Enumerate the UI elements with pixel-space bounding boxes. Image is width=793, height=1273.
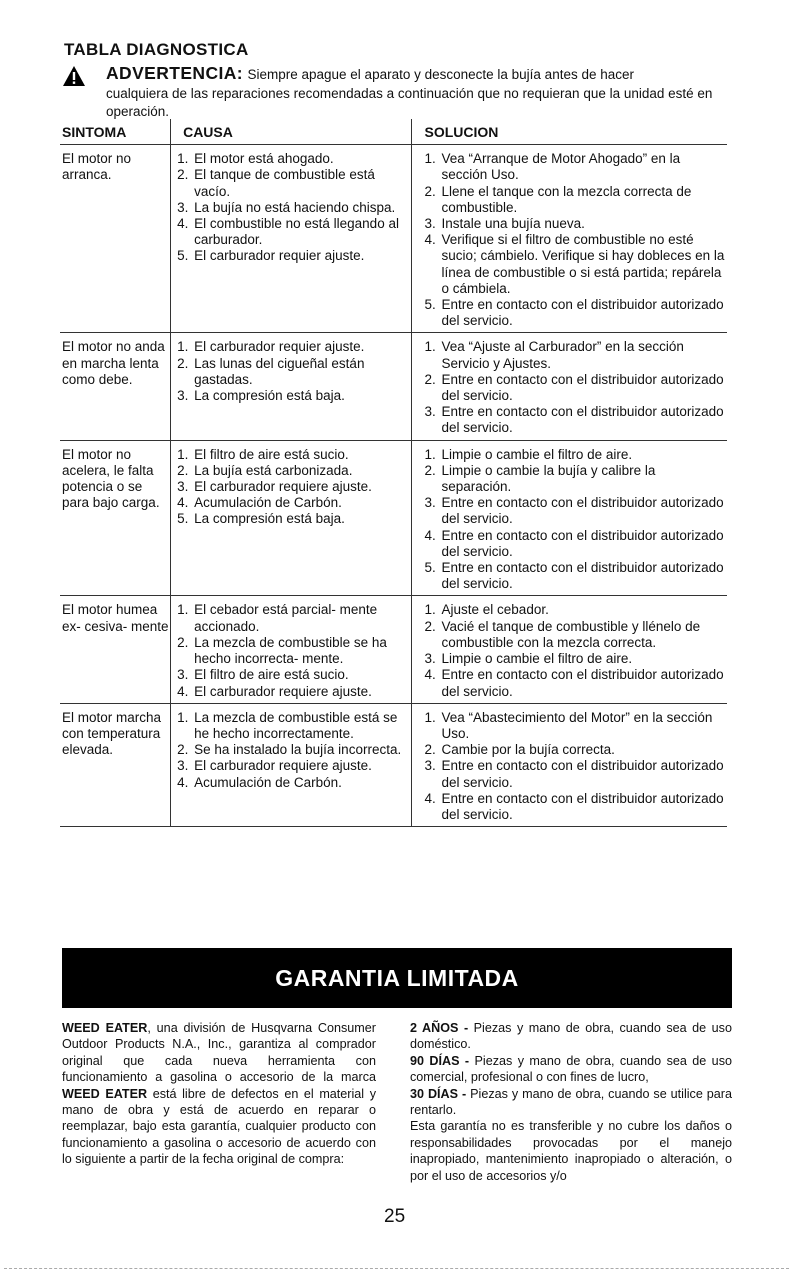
item-text: Entre en contacto con el distribuidor autorizado del servicio. xyxy=(441,527,724,559)
item-number: 3. xyxy=(177,388,189,404)
warranty-intro xyxy=(62,1020,376,1168)
item-number: 2. xyxy=(177,462,189,478)
item-text: Las lunas del cigueñal están gastadas. xyxy=(194,355,365,387)
cause-item xyxy=(177,388,410,404)
cause-item xyxy=(177,248,410,264)
solution-item xyxy=(425,667,727,699)
warning-text: Siempre apague el aparato y desconecte la bujía antes de hacer xyxy=(247,67,634,82)
item-text: El carburador requier ajuste. xyxy=(194,248,365,264)
item-text: El filtro de aire está sucio. xyxy=(194,446,349,462)
item-number: 4. xyxy=(177,216,189,232)
table-row xyxy=(60,596,727,703)
term-item xyxy=(410,1020,732,1053)
header-symptom: SINTOMA xyxy=(60,119,171,145)
item-text: Acumulación de Carbón. xyxy=(194,495,342,511)
solution-item xyxy=(425,216,727,232)
item-number: 4. xyxy=(424,790,436,806)
table-row xyxy=(60,145,727,333)
item-text: Cambie por la bujía correcta. xyxy=(441,742,615,758)
item-number: 1. xyxy=(424,446,436,462)
item-number: 4. xyxy=(424,232,436,248)
item-text: El combustible no está llegando al carburador. xyxy=(194,216,399,248)
solution-cell xyxy=(411,596,727,703)
item-text: Ajuste el cebador. xyxy=(441,602,549,618)
item-number: 2. xyxy=(424,618,436,634)
solution-item xyxy=(425,651,727,667)
cause-item xyxy=(177,339,410,355)
item-number: 4. xyxy=(424,527,436,543)
item-text: El carburador requiere ajuste. xyxy=(194,479,372,495)
item-text: El motor está ahogado. xyxy=(194,151,334,167)
term-text: Piezas y mano de obra, cuando sea de uso comercial, profesional o con fines de lucro, xyxy=(410,1053,732,1085)
term-label: 90 DÍAS - xyxy=(410,1053,470,1068)
item-number: 2. xyxy=(177,167,189,183)
solution-item xyxy=(425,710,727,742)
item-number: 1. xyxy=(424,151,436,167)
item-text: El carburador requier ajuste. xyxy=(194,339,365,355)
table-row xyxy=(60,703,727,826)
solution-cell xyxy=(411,703,727,826)
item-number: 5. xyxy=(424,560,436,576)
item-number: 2. xyxy=(424,742,436,758)
warranty-terms xyxy=(410,1020,732,1184)
solution-item xyxy=(425,528,727,560)
item-text: Limpie o cambie el filtro de aire. xyxy=(441,446,633,462)
cause-cell xyxy=(171,703,411,826)
cause-item xyxy=(177,479,410,495)
item-number: 3. xyxy=(424,216,436,232)
solution-item xyxy=(425,184,727,216)
item-number: 2. xyxy=(177,355,189,371)
cause-item xyxy=(177,684,410,700)
cause-item xyxy=(177,602,410,634)
brand-name: WEED EATER xyxy=(62,1021,148,1035)
cause-item xyxy=(177,167,410,199)
cause-item xyxy=(177,200,410,216)
item-text: El carburador requiere ajuste. xyxy=(194,683,372,699)
term-label: 30 DÍAS - xyxy=(410,1086,467,1101)
item-text: Entre en contacto con el distribuidor autorizado del servicio. xyxy=(441,371,724,404)
item-text: Se ha instalado la bujía incorrecta. xyxy=(194,742,402,758)
cause-item xyxy=(177,742,410,758)
term-label: 2 AÑOS - xyxy=(410,1021,469,1035)
item-text: Vea “Arranque de Motor Ahogado” en la sección Uso. xyxy=(441,151,681,183)
item-text: Vacié el tanque de combustible y llénelo de combustible con la mezcla correcta. xyxy=(441,618,701,650)
symptom-cell: El motor marcha con temperatura elevada. xyxy=(60,703,171,826)
item-text: La mezcla de combustible está se he hecho incorrectamente. xyxy=(194,709,398,741)
item-text: Acumulación de Carbón. xyxy=(194,774,342,790)
solution-item xyxy=(425,602,727,618)
item-number: 1. xyxy=(424,602,436,618)
term-text: Piezas y mano de obra, cuando se utilice para rentarlo. xyxy=(410,1086,733,1118)
cause-item xyxy=(177,463,410,479)
item-text: La compresión está baja. xyxy=(194,388,345,404)
item-number: 5. xyxy=(177,511,189,527)
item-number: 5. xyxy=(424,297,436,313)
solution-item xyxy=(425,151,727,183)
table-row xyxy=(60,333,727,440)
header-cause: CAUSA xyxy=(171,119,411,145)
cause-item xyxy=(177,447,410,463)
item-number: 3. xyxy=(177,479,189,495)
bottom-divider xyxy=(4,1268,789,1269)
symptom-cell: El motor no arranca. xyxy=(60,145,171,333)
item-text: El carburador requiere ajuste. xyxy=(194,758,372,774)
cause-cell xyxy=(171,333,411,440)
item-number: 4. xyxy=(177,495,189,511)
warning-text-continued: cualquiera de las reparaciones recomendadas a continuación que no requieran que la unidad esté en operación. xyxy=(106,86,713,119)
cause-item xyxy=(177,635,410,667)
warranty-intro-text-1: , una división de Husqvarna Consumer Outdoor Products N.A., Inc., garantiza al comprador original que cada nueva herramienta con funcionamiento a gasolina o accesorio de la marca xyxy=(62,1021,376,1085)
page-title: TABLA DIAGNOSTICA xyxy=(64,40,249,59)
solution-item xyxy=(425,619,727,651)
term-text: Piezas y mano de obra, cuando sea de uso doméstico. xyxy=(410,1021,732,1052)
solution-item xyxy=(425,404,727,436)
item-text: Entre en contacto con el distribuidor autorizado del servicio. xyxy=(441,758,724,790)
solution-item xyxy=(425,758,727,790)
item-text: Limpie o cambie la bujía y calibre la separación. xyxy=(441,462,656,495)
item-number: 1. xyxy=(177,446,189,462)
page-number: 25 xyxy=(384,1206,406,1227)
item-number: 3. xyxy=(177,667,189,683)
item-number: 2. xyxy=(177,742,189,758)
solution-item xyxy=(425,372,727,404)
header-solution: SOLUCION xyxy=(411,119,727,145)
solution-item xyxy=(425,742,727,758)
solution-item xyxy=(425,791,727,823)
item-text: La bujía está carbonizada. xyxy=(194,462,353,478)
item-number: 1. xyxy=(177,602,189,618)
item-number: 3. xyxy=(424,495,436,511)
item-text: El filtro de aire está sucio. xyxy=(194,667,349,683)
item-number: 3. xyxy=(424,404,436,420)
cause-cell xyxy=(171,596,411,703)
cause-item xyxy=(177,758,410,774)
item-number: 3. xyxy=(424,651,436,667)
warning-label: ADVERTENCIA: xyxy=(106,63,244,83)
warranty-banner: GARANTIA LIMITADA xyxy=(62,948,732,1008)
term-item xyxy=(410,1086,732,1119)
item-number: 3. xyxy=(177,758,189,774)
table-row xyxy=(60,440,727,596)
solution-item xyxy=(425,463,727,495)
warranty-disclaimer: Esta garantía no es transferible y no cubre los daños o responsabilidades provocadas por el manejo inapropiado, mantenimiento inapropiado o alteración, o por el uso de accesorios y/o xyxy=(410,1119,732,1183)
item-number: 3. xyxy=(424,758,436,774)
item-text: El cebador está parcial- mente accionado. xyxy=(194,602,378,634)
item-text: Limpie o cambie el filtro de aire. xyxy=(441,651,633,667)
solution-item xyxy=(425,447,727,463)
item-text: Entre en contacto con el distribuidor autorizado del servicio. xyxy=(441,790,724,822)
symptom-cell: El motor no acelera, le falta potencia o se para bajo carga. xyxy=(60,440,171,596)
cause-item xyxy=(177,667,410,683)
item-text: Entre en contacto con el distribuidor autorizado del servicio. xyxy=(441,404,724,436)
item-number: 1. xyxy=(177,151,189,167)
term-item xyxy=(410,1053,732,1086)
item-text: Entre en contacto con el distribuidor autorizado del servicio. xyxy=(441,495,724,527)
item-number: 1. xyxy=(177,709,189,725)
item-text: Vea “Abastecimiento del Motor” en la sección Uso. xyxy=(441,709,713,741)
item-text: Entre en contacto con el distribuidor autorizado del servicio. xyxy=(441,560,724,592)
item-text: Vea “Ajuste al Carburador” en la sección Servicio y Ajustes. xyxy=(441,339,684,371)
item-number: 5. xyxy=(177,248,189,264)
item-number: 4. xyxy=(177,683,189,699)
item-text: El tanque de combustible está vacío. xyxy=(194,167,375,199)
item-text: Entre en contacto con el distribuidor autorizado del servicio. xyxy=(441,297,724,329)
item-number: 1. xyxy=(424,339,436,355)
item-number: 2. xyxy=(424,183,436,199)
solution-item xyxy=(425,232,727,297)
item-number: 4. xyxy=(424,667,436,683)
brand-name-2: WEED EATER xyxy=(62,1086,148,1101)
item-text: La mezcla de combustible se ha hecho incorrecta- mente. xyxy=(194,634,387,667)
solution-cell xyxy=(411,333,727,440)
solution-cell xyxy=(411,440,727,596)
solution-cell xyxy=(411,145,727,333)
cause-item xyxy=(177,356,410,388)
cause-item xyxy=(177,511,410,527)
item-number: 2. xyxy=(424,462,436,478)
item-number: 1. xyxy=(177,339,189,355)
item-text: Llene el tanque con la mezcla correcta de combustible. xyxy=(441,183,692,215)
solution-item xyxy=(425,495,727,527)
cause-item xyxy=(177,151,410,167)
cause-item xyxy=(177,710,410,742)
cause-cell xyxy=(171,440,411,596)
cause-item xyxy=(177,775,410,791)
solution-item xyxy=(425,339,727,371)
solution-item xyxy=(425,560,727,592)
symptom-cell: El motor no anda en marcha lenta como debe. xyxy=(60,333,171,440)
item-text: Instale una bujía nueva. xyxy=(441,216,585,232)
cause-cell xyxy=(171,145,411,333)
item-text: Verifique si el filtro de combustible no esté sucio; cámbielo. Verifique si hay dobleces en la línea de combustible o si está partida; repárela o cámbiela. xyxy=(441,232,725,296)
warranty-intro-text-2: está libre de defectos en el material y mano de obra y está de acuerdo en reparar o reemplazar, bajo esta garantía, cualquier producto con funcionamiento a gasolina o accesorio de acuerdo con lo siguiente a partir de la fecha original de compra: xyxy=(62,1086,376,1167)
warning-triangle-icon xyxy=(62,65,86,87)
cause-item xyxy=(177,216,410,248)
diagnostic-table xyxy=(60,119,727,827)
item-number: 3. xyxy=(177,199,189,215)
item-text: La compresión está baja. xyxy=(194,511,345,527)
cause-item xyxy=(177,495,410,511)
symptom-cell: El motor humea ex- cesiva- mente xyxy=(60,596,171,703)
item-number: 4. xyxy=(177,774,189,790)
item-text: Entre en contacto con el distribuidor autorizado del servicio. xyxy=(441,667,724,699)
item-text: La bujía no está haciendo chispa. xyxy=(194,199,396,215)
solution-item xyxy=(425,297,727,329)
item-number: 2. xyxy=(424,371,436,387)
item-number: 1. xyxy=(424,709,436,725)
item-number: 2. xyxy=(177,634,189,650)
